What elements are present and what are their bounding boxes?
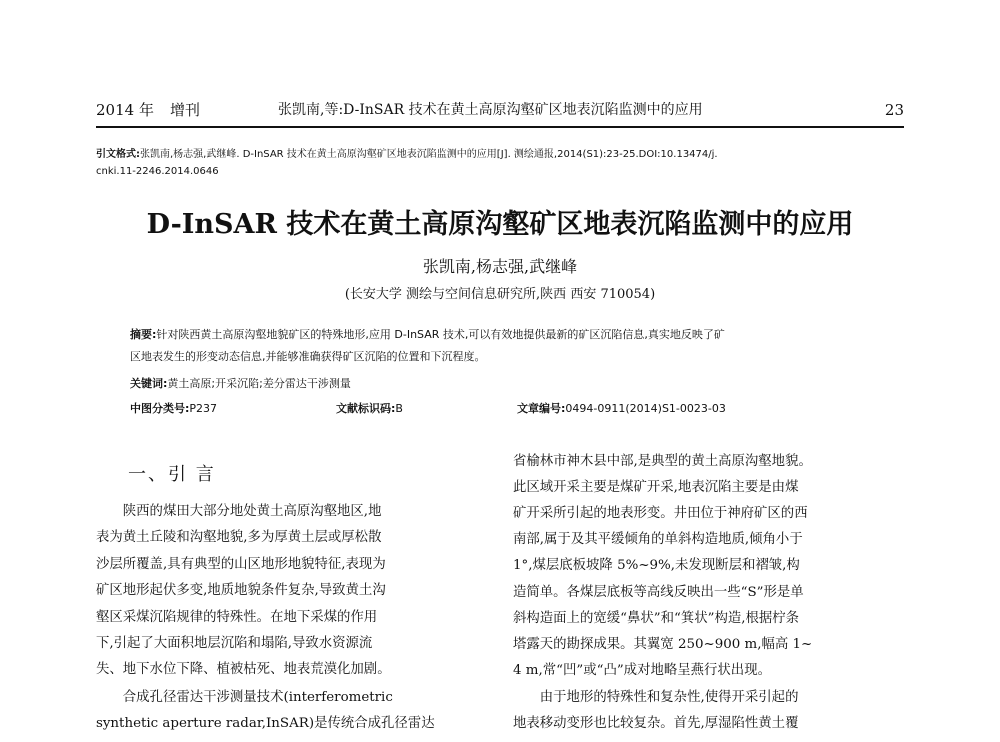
body-left-line: synthetic aperture radar,InSAR)是传统合成孔径雷达 bbox=[96, 716, 435, 731]
body-right-line: 1°,煤层底板坡降 5%~9%,未发现断层和褶皱,构 bbox=[513, 558, 800, 573]
body-right-line: 矿开采所引起的地表形变。井田位于神府矿区的西 bbox=[513, 506, 808, 521]
body-right-line: 此区域开采主要是煤矿开采,地表沉陷主要是由煤 bbox=[513, 480, 799, 495]
header-issue: 增刊 bbox=[170, 101, 201, 119]
body-left-line: 矿区地形起伏多变,地质地貌条件复杂,导致黄土沟 bbox=[96, 583, 386, 598]
keywords bbox=[130, 376, 351, 392]
abstract-line-1 bbox=[130, 327, 725, 343]
body-left-line: 沙层所覆盖,具有典型的山区地形地貌特征,表现为 bbox=[96, 557, 386, 572]
abstract-line-2: 区地表发生的形变动态信息,并能够准确获得矿区沉陷的位置和下沉程度。 bbox=[130, 350, 486, 363]
paper-title: D-InSAR 技术在黄土高原沟壑矿区地表沉陷监测中的应用 bbox=[146, 209, 854, 240]
citation-text: 张凯南,杨志强,武继峰. D-InSAR 技术在黄土高原沟壑矿区地表沉陷监测中的应用[J]. 测绘通报,2014(S1):23-25.DOI:10.13474/j. bbox=[140, 149, 718, 160]
header-year: 2014 年 bbox=[96, 101, 154, 119]
clc-number bbox=[130, 401, 217, 417]
citation-label: 引文格式: bbox=[96, 149, 140, 160]
citation-line-1 bbox=[96, 148, 718, 162]
body-right-line: 地表移动变形也比较复杂。首先,厚湿陷性黄土覆 bbox=[513, 716, 799, 731]
article-number bbox=[517, 401, 726, 417]
body-left-line: 陕西的煤田大部分地处黄土高原沟壑地区,地 bbox=[96, 504, 382, 519]
clc-label: 中图分类号: bbox=[130, 402, 190, 415]
keywords-label: 关键词: bbox=[130, 377, 168, 390]
body-left-line: 失、地下水位下降、植被枯死、地表荒漠化加剧。 bbox=[96, 662, 391, 677]
body-right-line: 造简单。各煤层底板等高线反映出一些“S”形是单 bbox=[513, 585, 804, 600]
running-title: 张凯南,等:D-InSAR 技术在黄土高原沟壑矿区地表沉陷监测中的应用 bbox=[278, 102, 703, 118]
body-right-line: 塔露天的勘探成果。其翼宽 250~900 m,幅高 1~ bbox=[513, 637, 813, 652]
body-right-line: 斜构造面上的宽缓“鼻状”和“箕状”构造,根据柠条 bbox=[513, 611, 800, 626]
page-number: 23 bbox=[884, 101, 904, 119]
doc-label: 文献标识码: bbox=[336, 402, 396, 415]
section-heading: 一、引 言 bbox=[128, 464, 216, 485]
body-right-line: 由于地形的特殊性和复杂性,使得开采引起的 bbox=[513, 690, 799, 705]
body-right-line: 4 m,常“凹”或“凸”成对地略呈燕行状出现。 bbox=[513, 663, 771, 678]
doc-value: B bbox=[395, 402, 403, 415]
article-value: 0494-0911(2014)S1-0023-03 bbox=[565, 402, 726, 415]
header-rule bbox=[96, 126, 904, 128]
abstract-label: 摘要: bbox=[130, 328, 157, 341]
body-right-line: 南部,属于及其平缓倾角的单斜构造地质,倾角小于 bbox=[513, 532, 803, 547]
keywords-value: 黄土高原;开采沉陷;差分雷达干涉测量 bbox=[167, 377, 351, 390]
body-left-line: 表为黄土丘陵和沟壑地貌,多为厚黄土层或厚松散 bbox=[96, 530, 382, 545]
body-left-line: 合成孔径雷达干涉测量技术(interferometric bbox=[96, 690, 393, 705]
clc-value: P237 bbox=[189, 402, 218, 415]
abstract-text: 针对陕西黄土高原沟壑地貌矿区的特殊地形,应用 D-InSAR 技术,可以有效地提供最新的矿区沉陷信息,真实地反映了矿 bbox=[156, 328, 725, 341]
doc-code bbox=[336, 401, 403, 417]
article-label: 文章编号: bbox=[517, 402, 566, 415]
body-left-line: 下,引起了大面积地层沉陷和塌陷,导致水资源流 bbox=[96, 636, 373, 651]
body-right-line: 省榆林市神木县中部,是典型的黄土高原沟壑地貌。 bbox=[513, 454, 812, 469]
authors: 张凯南,杨志强,武继峰 bbox=[422, 257, 578, 276]
affiliation: (长安大学 测绘与空间信息研究所,陕西 西安 710054) bbox=[344, 287, 656, 302]
body-left-line: 壑区采煤沉陷规律的特殊性。在地下采煤的作用 bbox=[96, 610, 378, 625]
citation-line-2: cnki.11-2246.2014.0646 bbox=[96, 166, 219, 177]
